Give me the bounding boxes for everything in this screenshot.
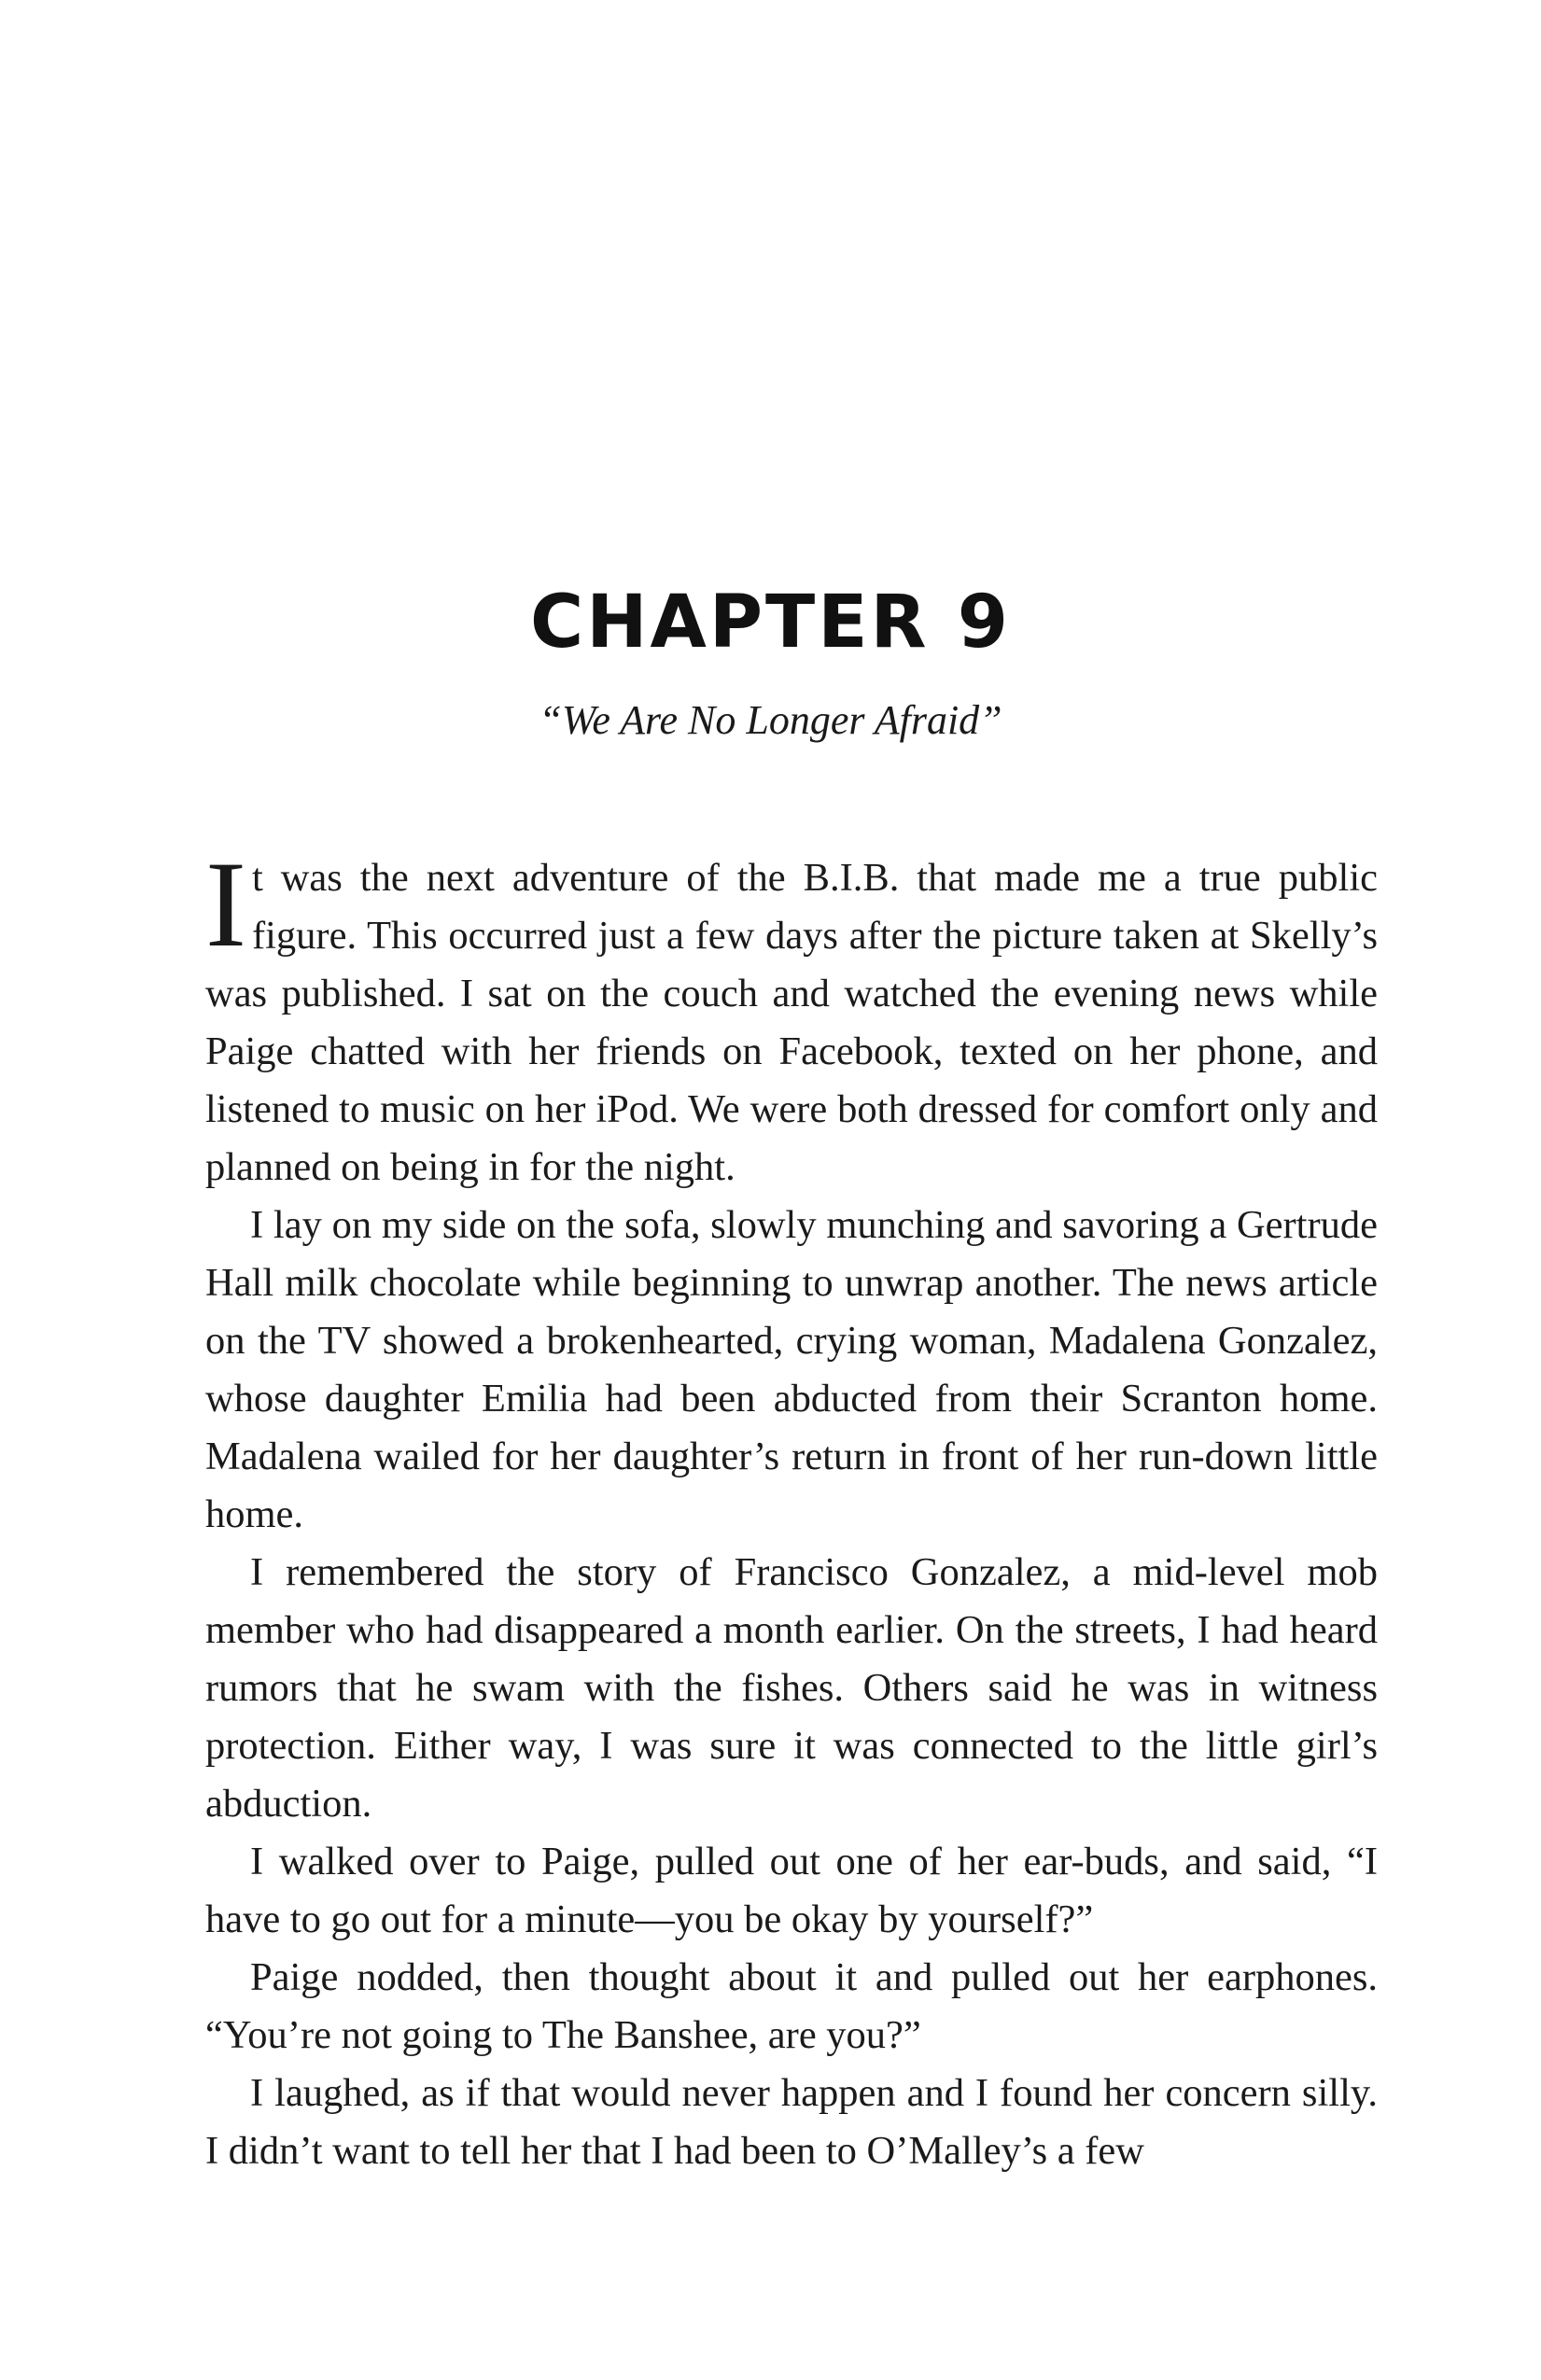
paragraph-2: I lay on my side on the sofa, slowly munching and savoring a Gertrude Hall milk chocolate while beginning to unwrap another. The news article on the TV showed a brokenhearted, crying woman, Madalena Gonzalez, whose daughter Emilia had been abducted from their Scranton home. Madalena wailed for her daughter’s return in front of her run-down little home. [205, 1203, 1378, 1536]
paragraph-6: I laughed, as if that would never happen and I found her concern silly. I didn’t want to tell her that I had been to O’Malley’s a few [205, 2071, 1378, 2173]
drop-cap: I [205, 835, 246, 973]
chapter-body [205, 835, 1378, 2180]
paragraph-5: Paige nodded, then thought about it and pulled out her earphones. “You’re not going to The Banshee, are you?” [205, 1955, 1378, 2057]
paragraph-3: I remembered the story of Francisco Gonzalez, a mid-level mob member who had disappeared a month earlier. On the streets, I had heard rumors that he swam with the fishes. Others said he was in witness protection. Either way, I was sure it was connected to the little girl’s abduction. [205, 1550, 1378, 1826]
chapter-heading: CHAPTER 9 [529, 581, 1012, 665]
paragraph-4: I walked over to Paige, pulled out one of her ear-buds, and said, “I have to go out for a minute—you be okay by yourself?” [205, 1840, 1378, 1941]
paragraph-1-text: t was the next adventure of the B.I.B. that made me a true public figure. This occurred just a few days after the picture taken at Skelly’s was published. I sat on the couch and watched the evening news while Paige chatted with her friends on Facebook, texted on her phone, and listened to music on her iPod. We were both dressed for comfort only and planned on being in for the night. [205, 856, 1378, 1189]
chapter-subtitle: “We Are No Longer Afraid” [539, 697, 1002, 743]
paragraph-1 [205, 835, 1378, 1197]
